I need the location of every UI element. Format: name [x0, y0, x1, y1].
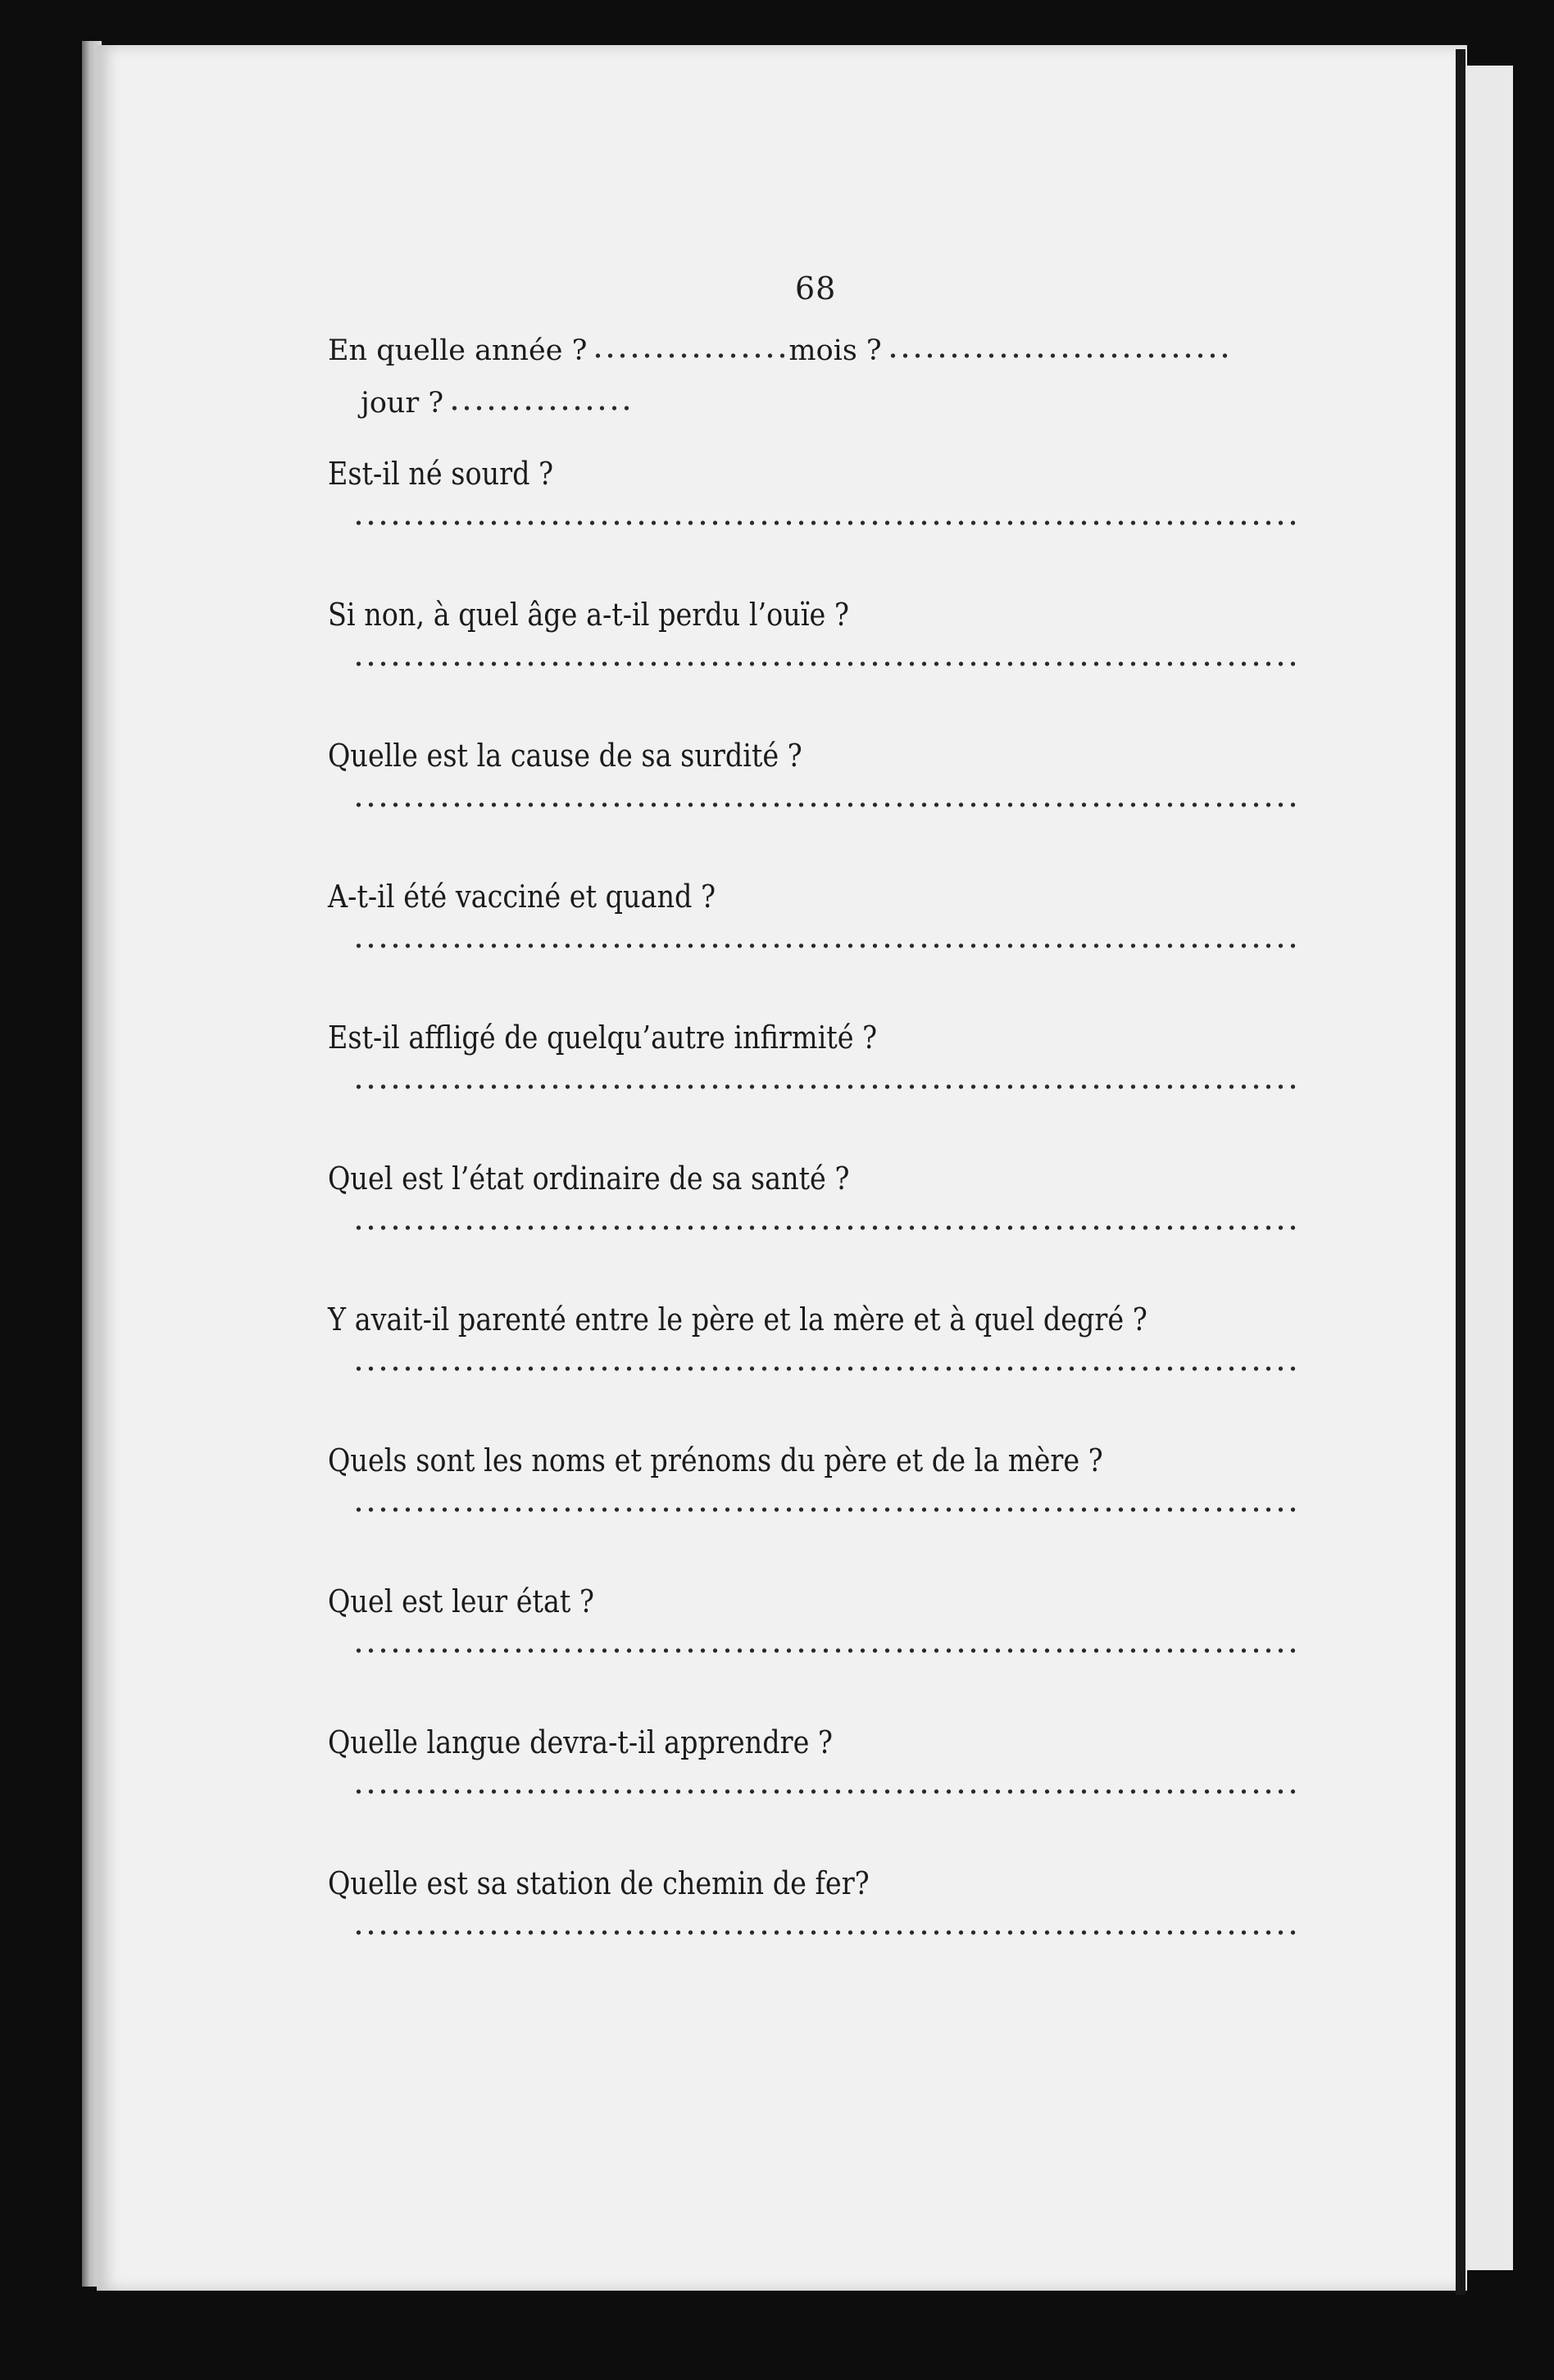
answer-blank[interactable] [352, 658, 1295, 670]
question-item [328, 1160, 1287, 1301]
question-item [328, 878, 1287, 1019]
day-blank[interactable] [448, 404, 629, 412]
question-item [328, 1864, 1287, 2005]
question-text: Quel est leur état ? [328, 1583, 594, 1619]
question-item [328, 455, 1287, 596]
question-item [328, 1442, 1287, 1583]
question-text: Quels sont les noms et prénoms du père et de la mère ? [328, 1442, 1103, 1478]
question-text: Quelle est la cause de sa surdité ? [328, 738, 802, 774]
question-text: Quelle langue devra-t-il apprendre ? [328, 1724, 833, 1760]
question-text: Quel est l’état ordinaire de sa santé ? [328, 1160, 850, 1197]
question-item [328, 596, 1287, 737]
question-text: Quelle est sa station de chemin de fer? [328, 1865, 870, 1901]
question-item [328, 1301, 1287, 1442]
answer-blank[interactable] [352, 940, 1295, 952]
facing-page [1461, 66, 1513, 2270]
year-blank[interactable] [592, 352, 788, 360]
month-blank[interactable] [887, 352, 1231, 360]
answer-blank[interactable] [352, 799, 1295, 811]
question-item [328, 1583, 1287, 1724]
day-label: jour ? [361, 387, 444, 420]
date-row-year-month [328, 332, 1287, 370]
answer-blank[interactable] [352, 1081, 1295, 1092]
answer-blank[interactable] [352, 1363, 1295, 1374]
question-text: Si non, à quel âge a-t-il perdu l’ouïe ? [328, 597, 849, 633]
questionnaire-form [328, 332, 1287, 2005]
answer-blank[interactable] [352, 1645, 1295, 1656]
year-label: En quelle année ? [328, 334, 588, 367]
question-text: Est-il affligé de quelqu’autre infirmité ? [328, 1020, 878, 1056]
question-text: A-t-il été vacciné et quand ? [328, 879, 716, 915]
answer-blank[interactable] [352, 1786, 1295, 1797]
page-number: 68 [795, 270, 837, 307]
question-text: Y avait-il parenté entre le père et la mère et à quel degré ? [328, 1301, 1147, 1338]
question-text: Est-il né sourd ? [328, 456, 554, 492]
question-item [328, 1724, 1287, 1864]
date-row-day [361, 384, 1287, 422]
question-item [328, 737, 1287, 878]
month-label: mois ? [788, 334, 882, 367]
question-item [328, 1019, 1287, 1160]
answer-blank[interactable] [352, 1927, 1295, 1938]
answer-blank[interactable] [352, 1504, 1295, 1515]
answer-blank[interactable] [352, 1222, 1295, 1233]
answer-blank[interactable] [352, 517, 1295, 529]
date-question [328, 332, 1287, 455]
